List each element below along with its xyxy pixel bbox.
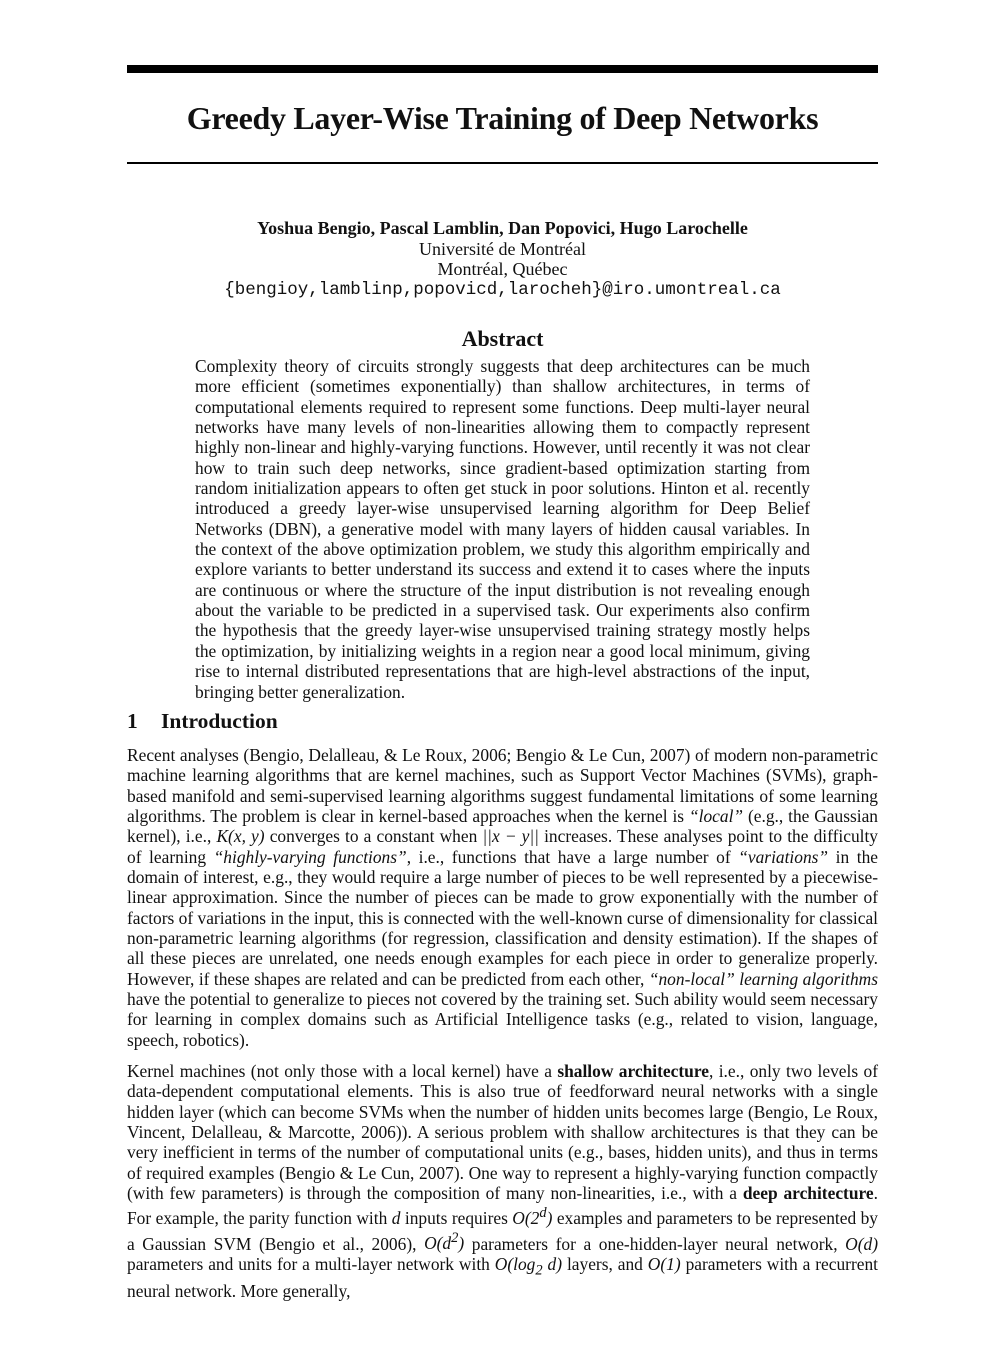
math-part: O(2: [512, 1208, 540, 1229]
title-rule-top: [127, 65, 878, 73]
text-run: (e.g., the Gaussian kernel), i.e.,: [127, 806, 878, 847]
text-run: inputs requires: [400, 1208, 513, 1229]
text-run: parameters with a recurrent neural network. More generally,: [127, 1253, 879, 1301]
math-part: ): [546, 1208, 553, 1229]
text-run: parameters for a one-hidden-layer neural network,: [464, 1233, 846, 1254]
math-o-d: O(d): [845, 1233, 878, 1254]
author-block: [127, 218, 878, 300]
text-run: . For example, the parity function with: [127, 1183, 878, 1229]
emphasis-local: “local”: [688, 806, 744, 827]
bold-shallow-architecture: shallow architecture: [557, 1061, 709, 1081]
title-rule-bottom: [127, 162, 878, 164]
abstract-heading: Abstract: [461, 326, 544, 351]
text-run: increases. These analyses point to the difficulty of learning: [127, 826, 878, 867]
math-superscript: d: [539, 1205, 547, 1222]
math-kernel: K(x, y): [216, 826, 265, 847]
emphasis-highly-varying: “highly-varying functions”: [213, 846, 407, 867]
text-run: converges to a constant when: [264, 826, 483, 847]
text-run: have the potential to generalize to pieces not covered by the training set. Such ability would seem necessary for learning in complex domains such as Artificial Intelligence tasks (e.g., related to vision, language, speech, robotics).: [127, 989, 878, 1050]
section-heading-introduction: [127, 707, 278, 735]
section-title: Introduction: [161, 709, 278, 733]
math-subscript: 2: [535, 1262, 543, 1279]
math-superscript: 2: [451, 1230, 459, 1247]
math-part: d): [542, 1253, 563, 1274]
text-run: Kernel machines (not only those with a local kernel) have a: [127, 1061, 558, 1081]
math-o-1: O(1): [647, 1253, 681, 1274]
math-o-log-d: [494, 1253, 563, 1279]
text-run: examples and parameters to be represented by a Gaussian SVM (Bengio et al., 2006),: [127, 1208, 878, 1254]
math-o-2-to-d: [512, 1205, 553, 1229]
math-part: O(log: [494, 1253, 536, 1274]
bold-deep-architecture: deep architecture: [742, 1183, 874, 1204]
emphasis-variations: “variations”: [738, 846, 829, 867]
author-names: Yoshua Bengio, Pascal Lamblin, Dan Popovici, Hugo Larochelle: [257, 218, 748, 238]
math-norm: ||x − y||: [482, 826, 539, 847]
text-run: layers, and: [562, 1253, 648, 1274]
math-part: ): [458, 1233, 465, 1254]
intro-paragraph-2: [127, 1061, 878, 1301]
affiliation: Université de Montréal: [419, 238, 586, 259]
text-run: parameters and units for a multi-layer network with: [127, 1253, 495, 1274]
text-run: in the domain of interest, e.g., they would require a large number of pieces to be well represented by a piecewise-linear approximation. Since the number of pieces can be made to grow exponentially with the number of factors of variations in the input, this is connected with the well-known curse of dimensionality for classical non-parametric learning algorithms (for regression, classification and density estimation). If the shapes of all these pieces are unrelated, one needs enough examples for each piece in order to generalize properly. However, if these shapes are related and can be predicted from each other,: [127, 846, 879, 989]
paper-title: Greedy Layer-Wise Training of Deep Networks: [186, 100, 819, 136]
text-run: , i.e., functions that have a large number of: [406, 846, 739, 867]
emphasis-non-local: “non-local” learning algorithms: [648, 968, 878, 989]
location: Montréal, Québec: [437, 259, 568, 279]
math-part: O(d: [424, 1233, 452, 1254]
text-run: , i.e., only two levels of data-dependent computational elements. This is also true of feedforward neural networks with a single hidden layer (which can become SVMs when the number of hidden units becomes large (Bengio, Le Roux, Vincent, Delalleau, & Marcotte, 2006)). A serious problem with shallow architectures is that they can be very inefficient in terms of the number of computational units (e.g., bases, hidden units), and thus in terms of required examples (Bengio & Le Cun, 2007). One way to represent a highly-varying function compactly (with few parameters) is through the composition of many non-linearities, i.e., with a: [127, 1061, 878, 1204]
section-number: 1: [127, 709, 138, 733]
abstract-text: Complexity theory of circuits strongly suggests that deep architectures can be much more efficient (sometimes exponentially) than shallow architectures, in terms of computational elements required to represent some functions. Deep multi-layer neural networks have many levels of non-linearities allowing them to compactly represent highly non-linear and highly-varying functions. However, until recently it was not clear how to train such deep networks, since gradient-based optimization starting from random initialization appears to often get stuck in poor solutions. Hinton et al. recently introduced a greedy layer-wise unsupervised learning algorithm for Deep Belief Networks (DBN), a generative model with many layers of hidden causal variables. In the context of the above optimization problem, we study this algorithm empirically and explore variants to better understand its success and extend it to cases where the inputs are continuous or where the structure of the input distribution is not revealing enough about the variable to be predicted in a supervised task. Our experiments also confirm the hypothesis that the greedy layer-wise unsupervised training strategy mostly helps the optimization, by initializing weights in a region near a good local minimum, giving rise to internal distributed representations that are high-level abstractions of the input, bringing better generalization.: [195, 356, 810, 702]
intro-paragraph-1: [127, 745, 878, 1050]
author-email: {bengioy,lamblinp,popovicd,larocheh}@iro.umontreal.ca: [224, 279, 781, 300]
math-d: d: [391, 1208, 401, 1229]
text-run: Recent analyses (Bengio, Delalleau, & Le Roux, 2006; Bengio & Le Cun, 2007) of modern non-parametric machine learning algorithms that are kernel machines, such as Support Vector Machines (SVMs), graph-based manifold and semi-supervised learning algorithms suggest fundamental limitations of some learning algorithms. The problem is clear in kernel-based approaches when the kernel is: [127, 745, 878, 827]
math-o-d-squared: [424, 1230, 465, 1254]
